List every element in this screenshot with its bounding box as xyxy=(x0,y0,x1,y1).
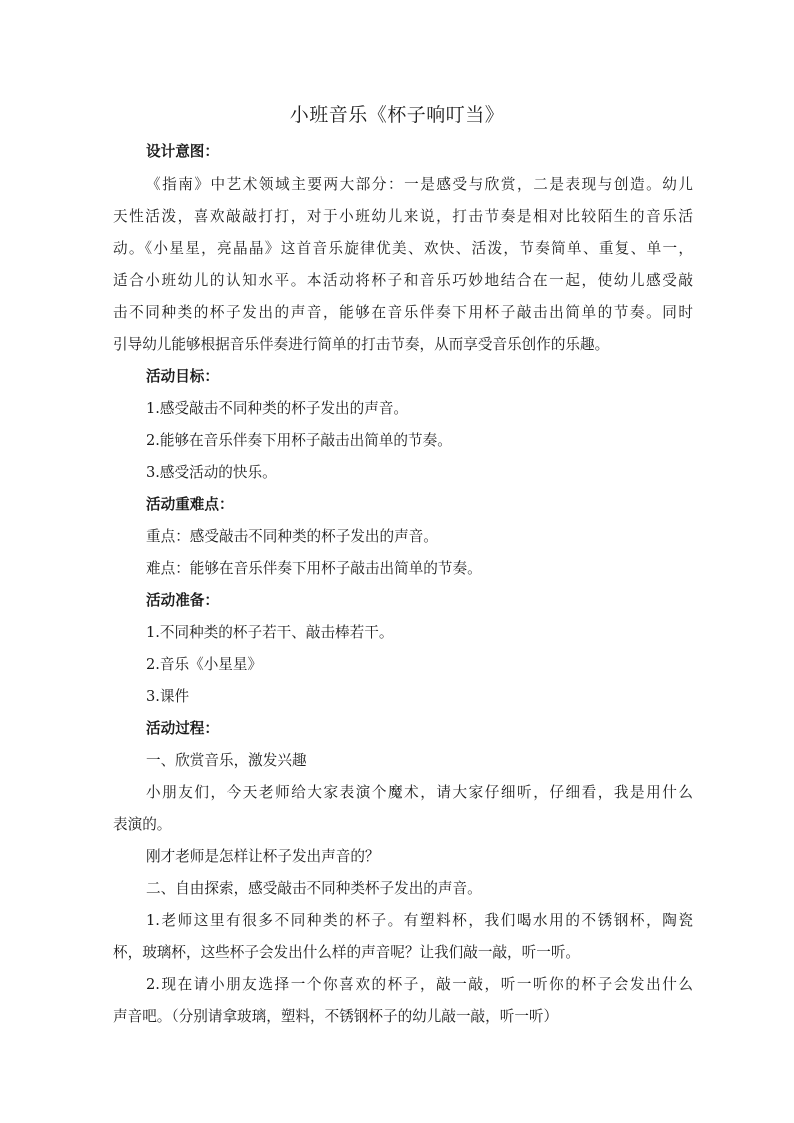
paragraph-line: 声音吧。（分别请拿玻璃，塑料，不锈钢杯子的幼儿敲一敲，听一听） xyxy=(113,1008,559,1025)
paragraph-line: 动。《小星星，亮晶晶》这首音乐旋律优美、欢快、活泼，节奏简单、重复、单一， xyxy=(113,240,693,257)
list-item: 1.不同种类的杯子若干、敲击棒若干。 xyxy=(146,624,394,641)
paragraph-line: 小朋友们，今天老师给大家表演个魔术，请大家仔细听，仔细看，我是用什么 xyxy=(146,784,693,801)
list-item: 2.音乐《小星星》 xyxy=(146,656,263,673)
list-item: 3.课件 xyxy=(146,688,190,705)
section-heading-design-intent: 设计意图： xyxy=(146,143,219,160)
paragraph-line: 引导幼儿能够根据音乐伴奏进行简单的打击节奏，从而享受音乐创作的乐趣。 xyxy=(113,336,610,353)
list-item: 3.感受活动的快乐。 xyxy=(146,464,277,481)
paragraph-line: 《指南》中艺术领域主要两大部分：一是感受与欣赏，二是表现与创造。幼儿 xyxy=(146,176,693,193)
section-heading-preparation: 活动准备： xyxy=(146,592,219,609)
list-item: 2.能够在音乐伴奏下用杯子敲击出简单的节奏。 xyxy=(146,432,452,449)
document-title: 小班音乐《杯子响叮当》 xyxy=(289,104,505,126)
list-item: 难点：能够在音乐伴奏下用杯子敲击出简单的节奏。 xyxy=(146,560,482,577)
section-heading-key-points: 活动重难点： xyxy=(146,496,234,513)
paragraph-line: 杯，玻璃杯，这些杯子会发出什么样的声音呢？让我们敲一敲，听一听。 xyxy=(113,944,581,961)
paragraph-line: 天性活泼，喜欢敲敲打打，对于小班幼儿来说，打击节奏是相对比较陌生的音乐活 xyxy=(113,208,693,225)
paragraph-line: 刚才老师是怎样让杯子发出声音的？ xyxy=(146,848,380,865)
paragraph-line: 表演的。 xyxy=(113,816,172,833)
list-item: 重点：感受敲击不同种类的杯子发出的声音。 xyxy=(146,528,438,545)
section-heading-goals: 活动目标： xyxy=(146,368,219,385)
section-heading-process: 活动过程： xyxy=(146,720,219,737)
list-item: 1.感受敲击不同种类的杯子发出的声音。 xyxy=(146,400,409,417)
paragraph-line: 1.老师这里有很多不同种类的杯子。有塑料杯，我们喝水用的不锈钢杯，陶瓷 xyxy=(146,912,693,929)
subsection-heading: 一、欣赏音乐，激发兴趣 xyxy=(146,752,307,769)
paragraph-line: 击不同种类的杯子发出的声音，能够在音乐伴奏下用杯子敲击出简单的节奏。同时 xyxy=(113,304,693,321)
subsection-heading: 二、自由探索，感受敲击不同种类杯子发出的声音。 xyxy=(146,880,482,897)
paragraph-line: 2.现在请小朋友选择一个你喜欢的杯子，敲一敲，听一听你的杯子会发出什么 xyxy=(146,976,693,993)
paragraph-line: 适合小班幼儿的认知水平。本活动将杯子和音乐巧妙地结合在一起，使幼儿感受敲 xyxy=(113,272,693,289)
